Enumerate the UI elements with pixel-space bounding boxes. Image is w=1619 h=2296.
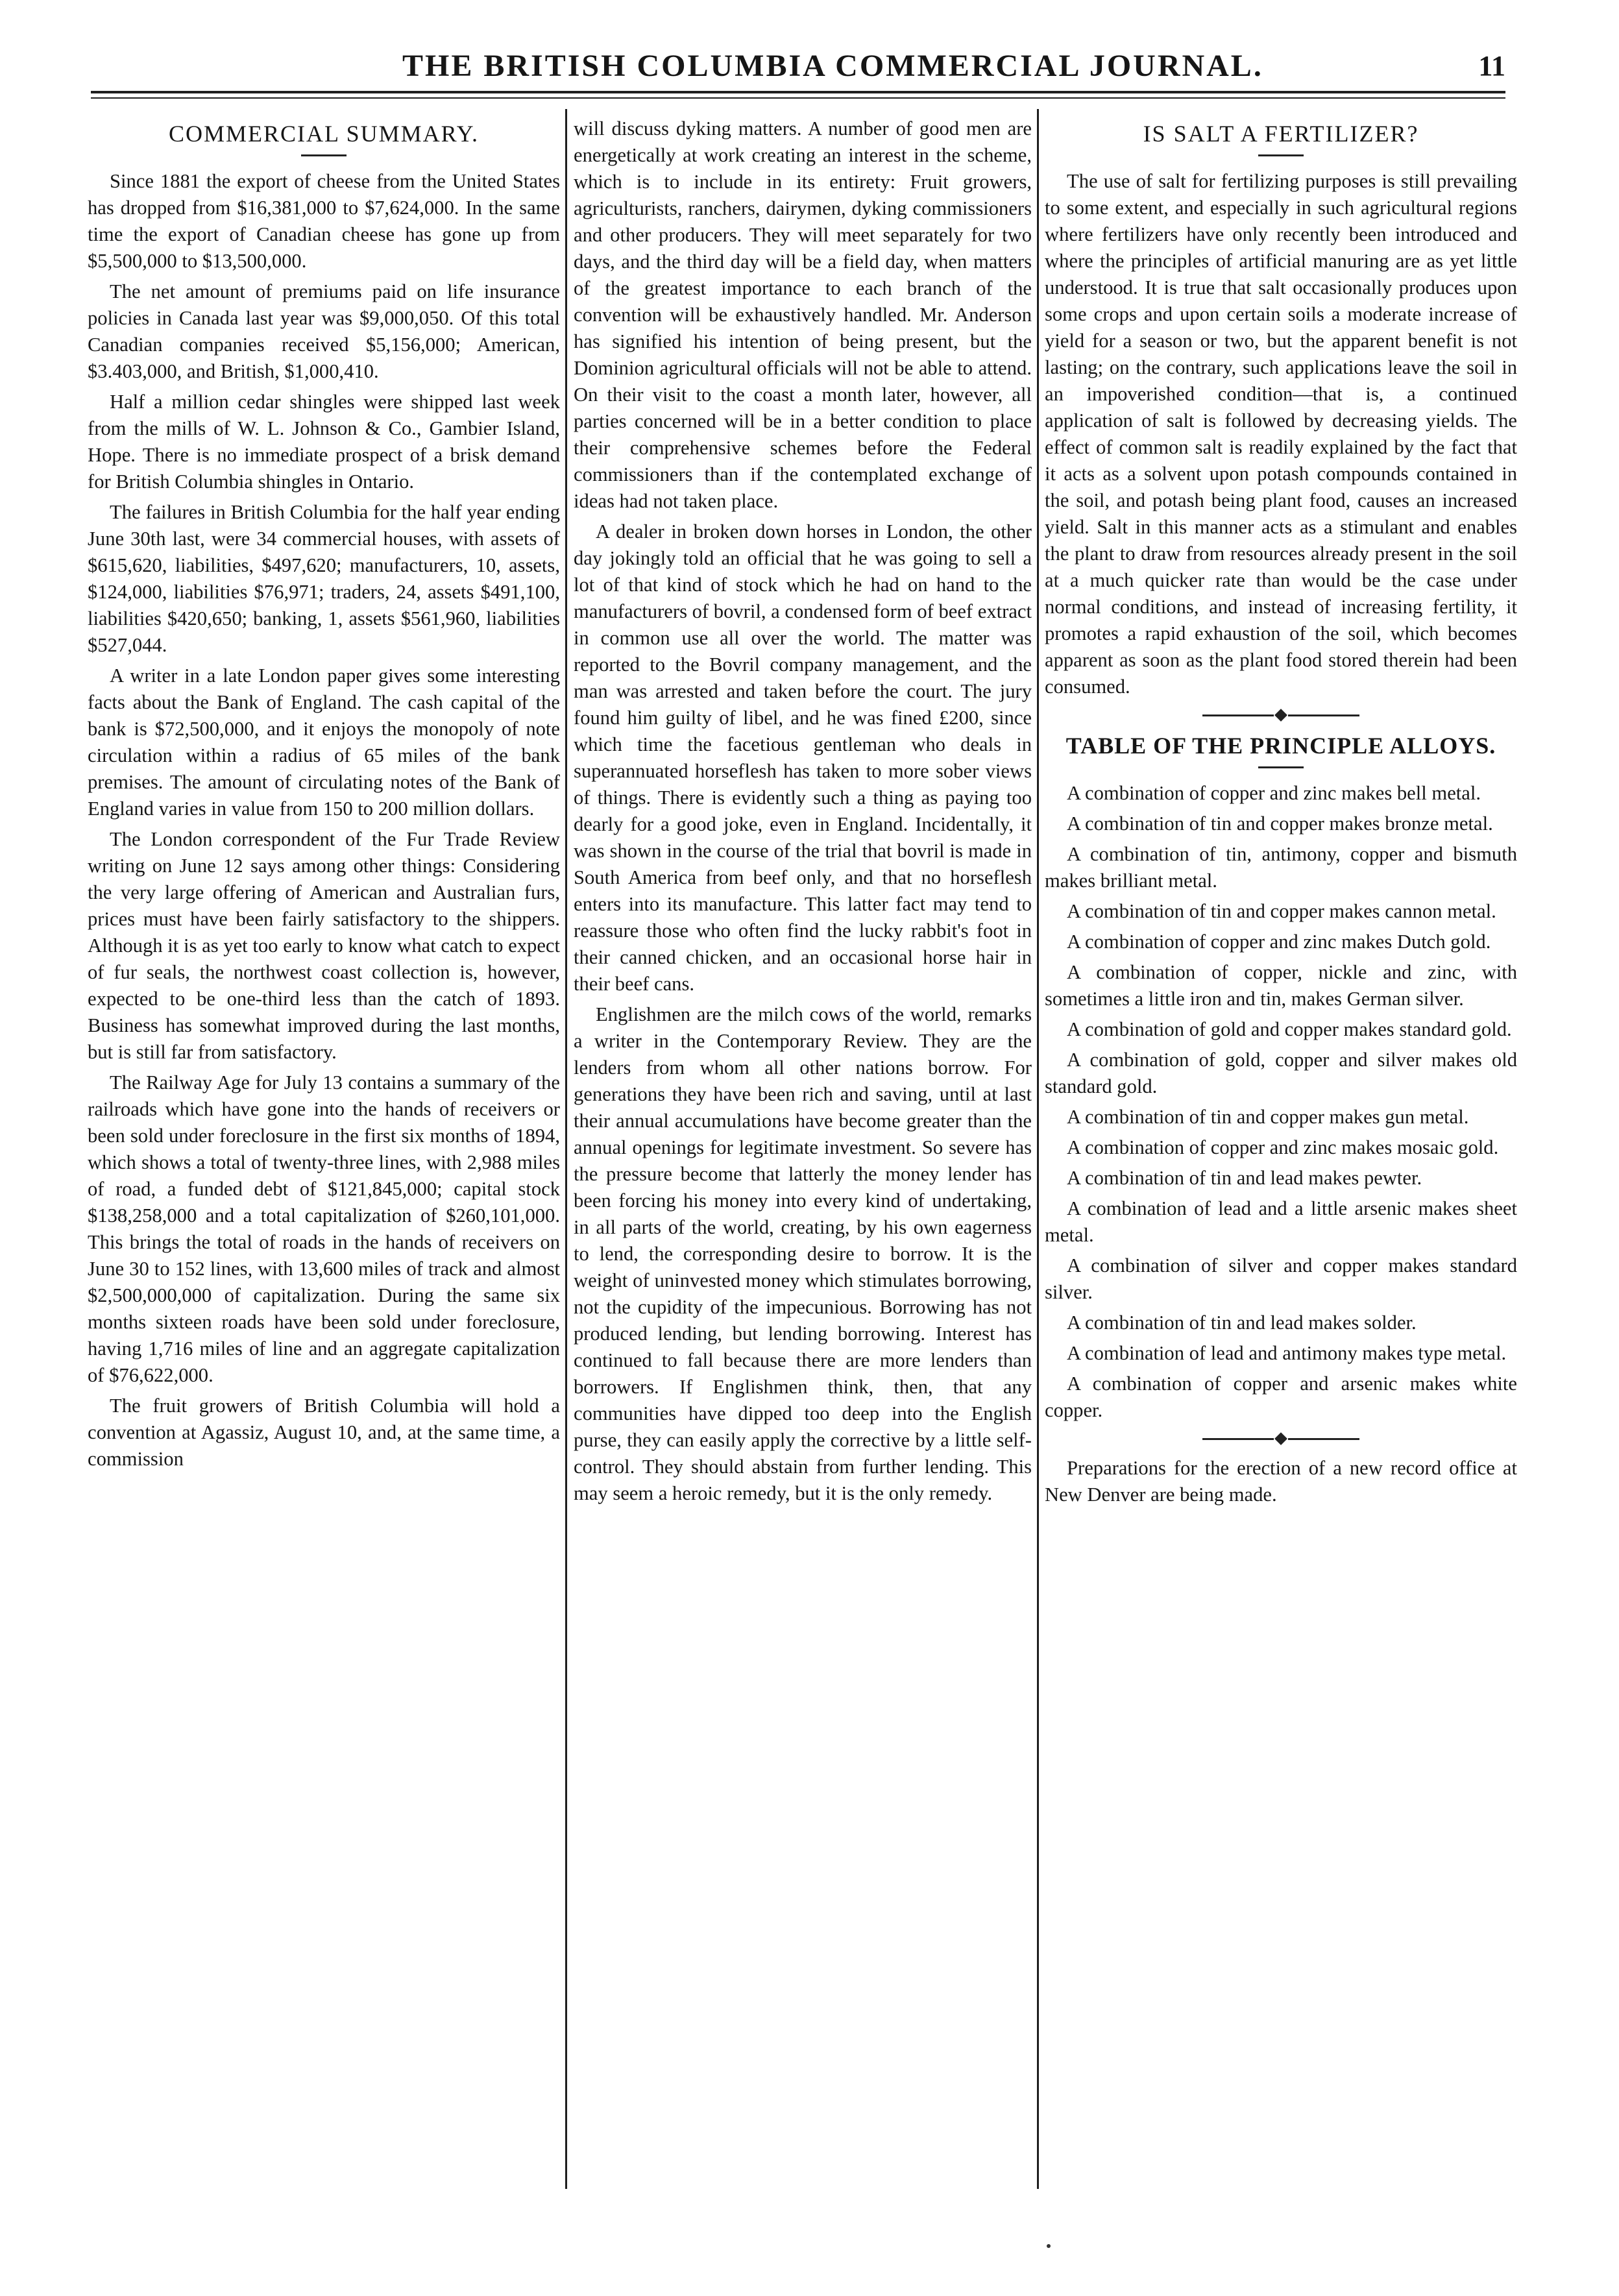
article-paragraph: Englishmen are the milch cows of the world, remarks a writer in the Contemporary Review. They are the lenders from whom all other nations borrow. For generations they have been rich and saving, until at last their annual accumulations have become greater than the annual openings for legitimate investment. So severe has the pressure become that latterly the money lender has been forcing his money into every kind of undertaking, in all parts of the world, creating, by his own eagerness to lend, the corresponding desire to borrow. It is the weight of uninvested money which stimulates borrowing, not the cupidity of the impecunious. Borrowing has not produced lending, but lending borrowing. Interest has continued to fall because there are more lenders than borrowers. If Englishmen think, then, that any communities have dipped too deep into the English purse, they can easily apply the corrective by a little self-control. They should abstain from further lending. This may seem a heroic remedy, but it is the only remedy. (574, 1003, 1032, 1504)
alloy-entry: A combination of copper, nickle and zinc, with sometimes a little iron and tin, makes German silver. (1045, 961, 1517, 1010)
masthead-rule-thin (91, 97, 1505, 99)
summary-paragraph: The failures in British Columbia for the half year ending June 30th last, were 34 commercial houses, with assets of $615,620, liabilities, $497,620; manufacturers, 10, assets, $124,000, liabilities $76,971; traders, 24, assets $491,100, liabilities $420,650; banking, 1, assets $561,960, liabilities $527,044. (88, 501, 560, 656)
column-right (1045, 116, 1517, 2192)
heading-rule (1258, 154, 1304, 156)
column-commercial-summary (88, 116, 560, 2192)
summary-paragraph: The London correspondent of the Fur Trade Review writing on June 12 says among other things: Considering the very large offering of American and Australian furs, prices must have been fairly satisfactory to the shippers. Although it is as yet too early to know what catch to expect of fur seals, the northwest coast collection is, however, expected to be one-third less than the catch of 1893. Business has somewhat improved during the last months, but is still far from satisfactory. (88, 828, 560, 1063)
alloy-entry: A combination of tin and lead makes solder. (1067, 1312, 1417, 1334)
masthead-rule-thick (91, 91, 1505, 93)
summary-paragraph: Half a million cedar shingles were shipped last week from the mills of W. L. Johnson & Co., Gambier Island, Hope. There is no immediate prospect of a brisk demand for British Columbia shingles in Ontario. (88, 391, 560, 493)
alloy-entry: A combination of tin and copper makes cannon metal. (1067, 900, 1496, 922)
alloy-entry: A combination of lead and a little arsenic makes sheet metal. (1045, 1197, 1517, 1246)
heading-rule (1258, 766, 1304, 768)
alloys-table-heading: TABLE OF THE PRINCIPLE ALLOYS. (1065, 733, 1496, 759)
alloy-entry: A combination of copper and zinc makes bell metal. (1067, 782, 1481, 804)
section-divider-ornament (1045, 1434, 1517, 1443)
masthead (91, 44, 1505, 90)
commercial-summary-heading: COMMERCIAL SUMMARY. (168, 121, 480, 147)
column-middle (574, 116, 1032, 2192)
alloy-entry: A combination of gold, copper and silver makes old standard gold. (1045, 1049, 1517, 1097)
salt-article-heading: IS SALT A FERTILIZER? (1143, 121, 1419, 147)
article-paragraph: will discuss dyking matters. A number of good men are energetically at work creating an interest in the scheme, which is to include in its entirety: Fruit growers, agriculturists, ranchers, dairymen, dyking commissioners and other producers. They will meet separately for two days, and the third day will be a field day, when matters of the greatest importance to each branch of the convention will be exhaustively handled. Mr. Anderson has signified his intention of being present, but the Dominion agricultural officials will not be able to attend. On their visit to the coast a month later, however, all parties concerned will be in a better condition to place their comprehensive schemes before the Federal commissioners than if the contemplated exchange of ideas had not taken place. (574, 117, 1032, 512)
summary-paragraph: Since 1881 the export of cheese from the United States has dropped from $16,381,000 to $7,624,000. In the same time the export of Canadian cheese has gone up from $5,500,000 to $13,500,000. (88, 170, 560, 272)
heading-rule (301, 154, 347, 156)
column-rule-left (565, 109, 567, 2189)
summary-paragraph: The Railway Age for July 13 contains a summary of the railroads which have gone into the hands of receivers or been sold under foreclosure in the first six months of 1894, which shows a total of twenty-three lines, with 2,988 miles of road, a funded debt of $121,845,000; capital stock $138,258,000 and a total capitalization of $260,101,000. This brings the total of roads in the hands of receivers on June 30 to 152 lines, with 13,600 miles of track and almost $2,500,000,000 of capitalization. During the same six months sixteen roads have been sold under foreclosure, having 1,716 miles of line and an aggregate capitalization of $76,622,000. (88, 1071, 560, 1386)
alloy-entry: A combination of gold and copper makes standard gold. (1067, 1018, 1512, 1040)
article-paragraph: A dealer in broken down horses in London, the other day jokingly told an official that he was going to sell a lot of that kind of stock which he had on hand to the manufacturers of bovril, a condensed form of beef extract in common use all over the world. The matter was reported to the Bovril company management, and the man was arrested and taken before the court. The jury found him guilty of libel, and he was fined £200, since which time the facetious gentleman who deals in superannuated horseflesh has taken to more sober views of things. There is evidently such a thing as paying too dearly for a good joke, even in England. Incidentally, it was shown in the course of the trial that bovril is made in South America from beef only, and that no horseflesh enters into its manufacture. This latter fact may tend to reassure those who often find the lucky rabbit's foot in their canned chicken, and an occasional horse hair in their beef cans. (574, 520, 1032, 995)
alloy-entry: A combination of silver and copper makes standard silver. (1045, 1254, 1517, 1303)
summary-paragraph: A writer in a late London paper gives some interesting facts about the Bank of England. The cash capital of the bank is $72,500,000, and it enjoys the monopoly of note circulation within a radius of 65 miles of the bank premises. The amount of circulating notes of the Bank of England varies in value from 150 to 200 million dollars. (88, 665, 560, 820)
alloy-entry: A combination of tin and copper makes gun metal. (1067, 1106, 1469, 1128)
column-rule-right (1037, 109, 1039, 2189)
alloy-entry: A combination of lead and antimony makes type metal. (1067, 1342, 1507, 1364)
salt-paragraph: The use of salt for fertilizing purposes is still prevailing to some extent, and especially in such agricultural regions where fertilizers have only recently been introduced and where the principles of artificial manuring are as yet little understood. It is true that salt occasionally produces upon some crops and upon certain soils a moderate increase of yield for a season or two, but the apparent benefit is not lasting; on the contrary, such applications leave the soil in an impoverished condition—that is, a continued application of salt is followed by decreasing yields. The effect of common salt is readily explained by the fact that it acts as a solvent upon potash compounds contained in the soil, and potash being plant food, causes an increased yield. Salt in this manner acts as a stimulant and enables the plant to draw from resources already present in the soil at a much quicker rate than would be the case under normal conditions, and instead of increasing fertility, it promotes a rapid exhaustion of the soil, which becomes apparent as soon as the plant food stored therein had been consumed. (1045, 170, 1517, 698)
summary-paragraph: The net amount of premiums paid on life insurance policies in Canada last year was $9,000,050. Of this total Canadian companies received $5,156,000; American, $3.403,000, and British, $1,000,410. (88, 280, 560, 382)
alloy-entry: A combination of tin and copper makes bronze metal. (1067, 812, 1493, 835)
page-number: 11 (1478, 50, 1505, 82)
alloy-entry: A combination of copper and arsenic makes white copper. (1045, 1373, 1517, 1421)
print-speck (1047, 2244, 1051, 2248)
alloy-entry: A combination of tin and lead makes pewter. (1067, 1167, 1422, 1189)
record-office-note: Preparations for the erection of a new record office at New Denver are being made. (1045, 1457, 1517, 1506)
alloy-entry: A combination of copper and zinc makes Dutch gold. (1067, 931, 1491, 953)
alloy-entry: A combination of tin, antimony, copper and bismuth makes brilliant metal. (1045, 843, 1517, 892)
summary-paragraph: The fruit growers of British Columbia will hold a convention at Agassiz, August 10, and, at the same time, a commission (88, 1395, 560, 1470)
alloy-entry: A combination of copper and zinc makes mosaic gold. (1067, 1136, 1499, 1158)
section-divider-ornament (1045, 711, 1517, 720)
journal-title: THE BRITISH COLUMBIA COMMERCIAL JOURNAL. (402, 49, 1263, 83)
